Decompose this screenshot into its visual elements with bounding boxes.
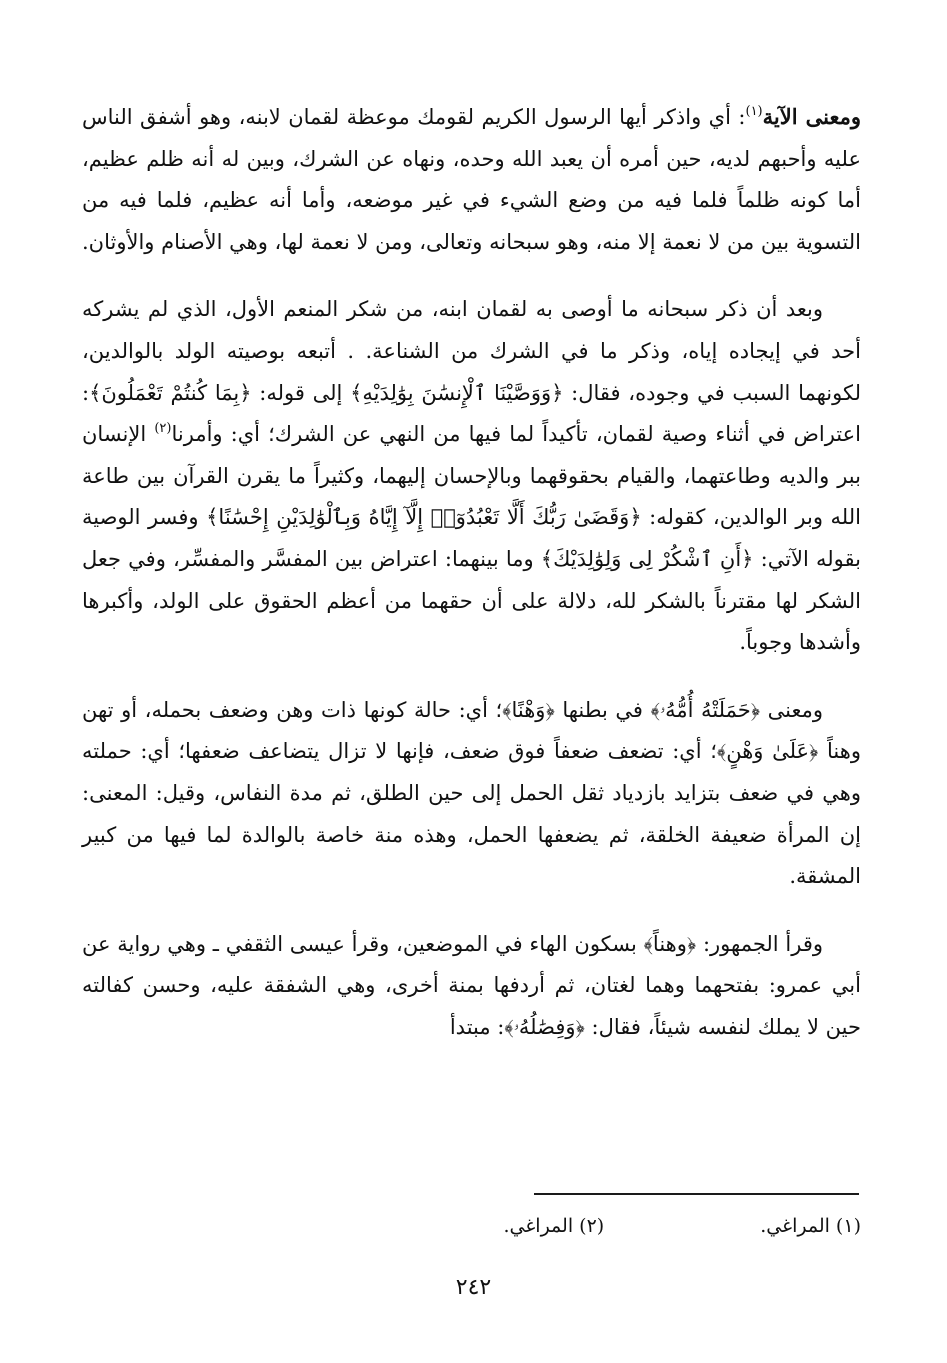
paragraph-lead: ومعنى الآية <box>762 104 861 129</box>
paragraph-text: : أي واذكر أيها الرسول الكريم لقومك موعظة لقمان لابنه، وهو أشفق الناس عليه وأحبهم لديه، حين أمره أن يعبد الله وحده، ونهاه عن الشرك، وبين له أنه ظلم عظيم، أما كونه ظلماً فلما فيه من وضع الشيء في غير موضعه، وأما أنه عظيم، فلما فيه من التسوية بين من لا نعمة إلا منه، وهو سبحانه وتعالى، ومن لا نعمة لها، وهي الأصنام والأوثان. <box>81 105 861 254</box>
footnote-marker-2: (٢) <box>154 421 172 437</box>
paragraph-text: وبعد أن ذكر سبحانه ما أوصى به لقمان ابنه، من شكر المنعم الأول، الذي لم يشركه أحد في إيجاده إياه، وذكر ما في الشرك من الشناعة. . أتبعه بوصيته الولد بالوالدين، لكونهما السبب في وجوده، فقال: ﴿وَوَصَّيْنَا ٱلْإِنسَٰنَ بِوَٰلِدَيْهِ﴾ إلى قوله: ﴿بِمَا كُنتُمْ تَعْمَلُونَ﴾: اعتراض في أثناء وصية لقمان، تأكيداً لما فيها من النهي عن الشرك؛ أي: وأمرنا <box>82 297 862 447</box>
footnote-divider <box>534 1193 859 1195</box>
paragraph-2 <box>82 289 861 663</box>
paragraph-text-continued: الإنسان ببر والديه وطاعتهما، والقيام بحقوقهما وبالإحسان إليهما، وكثيراً ما يقرن القرآن بين طاعة الله وبر الوالدين، كقوله: ﴿وَقَضَىٰ رَبُّكَ أَلَّا تَعْبُدُوٓا۟ إِلَّآ إِيَّاهُ وَبِٱلْوَٰلِدَيْنِ إِحْسَٰنًا﴾ وفسر الوصية بقوله الآتي: ﴿أَنِ ٱشْكُرْ لِى وَلِوَٰلِدَيْكَ﴾ وما بينهما: اعتراض بين المفسَّر والمفسِّر، وفي جعل الشكر لها مقترناً بالشكر لله، دلالة على أن حقهما من أعظم الحقوق على الولد، وأكبرها وأشدها وجوباً. <box>82 422 861 655</box>
paragraph-text: ومعنى ﴿حَمَلَتْهُ أُمُّهُۥ﴾ في بطنها ﴿وَهْنًا﴾؛ أي: حالة كونها ذات وهن وضعف بحمله، أو تهن وهناً ﴿عَلَىٰ وَهْنٍ﴾؛ أي: تضعف ضعفاً فوق ضعف، فإنها لا تزال يتضاعف ضعفها؛ أي: حملته وهي في ضعف بتزايد بازدياد ثقل الحمل إلى حين الطلق، ثم مدة النفاس، وقيل: المعنى: إن المرأة ضعيفة الخلقة، ثم يضعفها الحمل، وهذه منة خاصة بالوالدة لما فيها من كبير المشقة. <box>82 697 861 889</box>
paragraph-1 <box>82 96 861 263</box>
footnote-2: (٢) المراغي. <box>503 1215 605 1237</box>
page-number: ٢٤٢ <box>455 1275 492 1300</box>
footnote-marker-1: (١) <box>745 104 763 119</box>
footnotes <box>82 1211 861 1241</box>
paragraph-3 <box>82 690 861 898</box>
paragraph-4 <box>82 924 861 1049</box>
footnote-1: (١) المراغي. <box>760 1215 861 1237</box>
body-text <box>82 96 861 1048</box>
paragraph-text: وقرأ الجمهور: ﴿وهناً﴾ بسكون الهاء في الموضعين، وقرأ عيسى الثقفي ـ وهي رواية عن أبي عمرو: بفتحهما وهما لغتان، ثم أردفها بمنة أخرى، وهي الشفقة عليه، وحسن كفالته حين لا يملك لنفسه شيئاً، فقال: ﴿وَفِصَٰلُهُۥ﴾: مبتدأ <box>82 931 861 1039</box>
